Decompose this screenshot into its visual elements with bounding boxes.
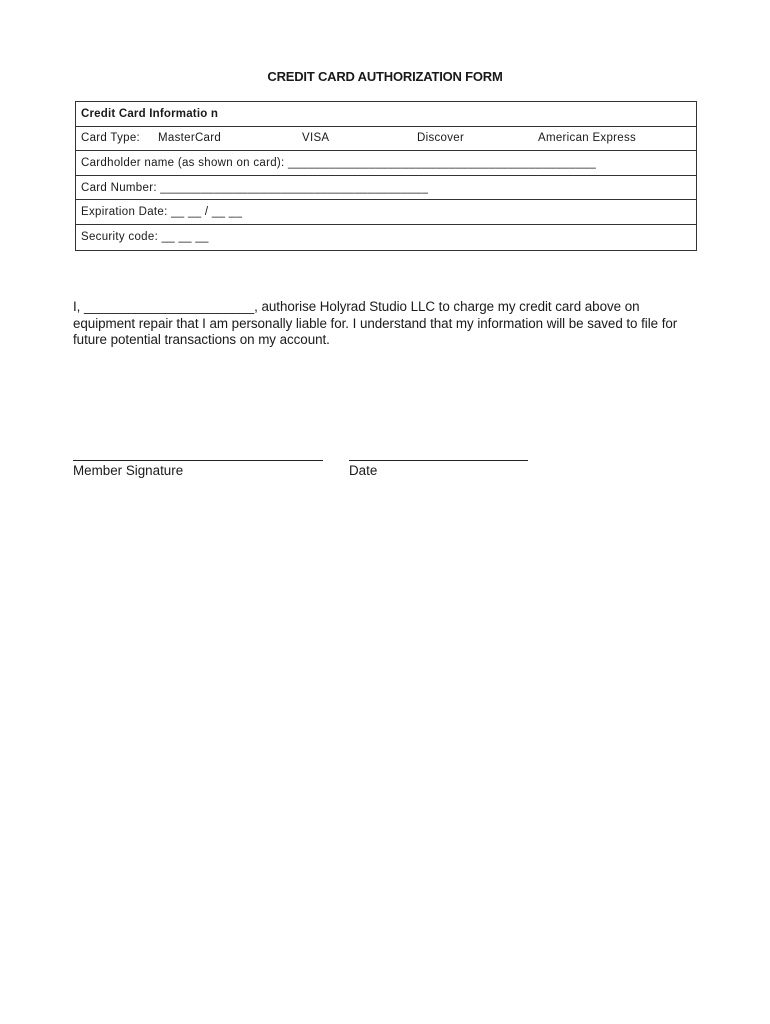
member-signature-label: Member Signature — [73, 463, 184, 478]
section-header: Credit Card Informatio n — [76, 102, 696, 127]
authorization-paragraph: I, _______________________, authorise Holyrad Studio LLC to charge my credit card above on equipment repair that I am personally liable for. I understand that my information will be saved to file for future potential transactions on my account. — [73, 299, 678, 347]
cardholder-name-field[interactable]: Cardholder name (as shown on card): ______________________________________________ — [76, 151, 696, 176]
date-line[interactable] — [349, 460, 528, 461]
card-option-mastercard[interactable]: MasterCard — [158, 132, 222, 145]
member-signature-line[interactable] — [73, 460, 323, 461]
card-option-american-express[interactable]: American Express — [538, 132, 637, 145]
card-type-label: Card Type: — [81, 132, 141, 145]
card-option-discover[interactable]: Discover — [417, 132, 465, 145]
card-number-field[interactable]: Card Number: ________________________________________ — [76, 176, 696, 201]
form-title: CREDIT CARD AUTHORIZATION FORM — [267, 69, 503, 84]
security-code-field[interactable]: Security code: __ __ __ — [81, 231, 209, 244]
expiration-date-field[interactable]: Expiration Date: __ __ / __ __ — [76, 200, 696, 225]
card-option-visa[interactable]: VISA — [302, 132, 330, 145]
card-type-row — [76, 127, 696, 152]
credit-card-info-table — [75, 101, 697, 251]
date-label: Date — [349, 463, 378, 478]
